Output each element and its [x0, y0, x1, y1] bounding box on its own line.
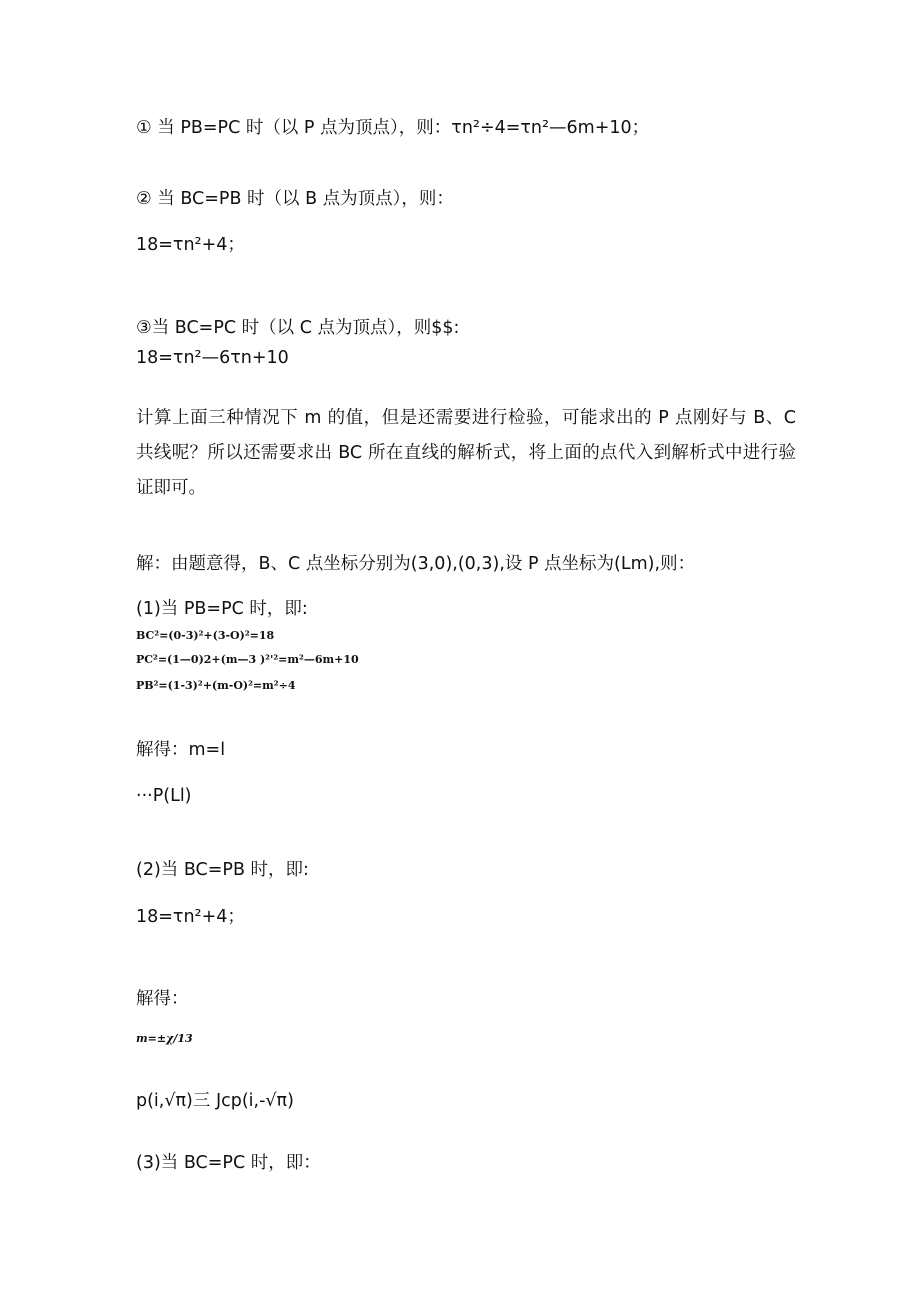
- step-3-heading: (3)当 BC=PC 时，即：: [136, 1153, 321, 1173]
- case-3-line: ③当 BC=PC 时（以 C 点为顶点），则$$:: [136, 318, 460, 338]
- step-1-equation-pb: PB²=(1-3)²+(m-O)²=m²÷4: [136, 679, 296, 692]
- step-1-heading: (1)当 PB=PC 时，即:: [136, 599, 308, 619]
- step-2-heading: (2)当 BC=PB 时，即:: [136, 860, 309, 880]
- step-2-result: p(i,√π)三 Jcp(i,-√π): [136, 1091, 294, 1111]
- case-2-line: ② 当 BC=PB 时（以 B 点为顶点），则：: [136, 189, 454, 209]
- case-3-equation: 18=τn²—6τn+10: [136, 348, 289, 368]
- step-1-equation-pc: PC²=(1—0)2+(m—3 )²'²=m²—6m+10: [136, 653, 359, 666]
- case-2-equation: 18=τn²+4；: [136, 235, 245, 255]
- step-2-m-value: m=±χ/13: [136, 1032, 193, 1045]
- step-1-equation-bc: BC²=(0-3)²+(3-O)²=18: [136, 629, 275, 642]
- case-1-line: ① 当 PB=PC 时（以 P 点为顶点），则：τn²÷4=τn²—6m+10；: [136, 118, 650, 138]
- step-2-solution-label: 解得：: [136, 989, 189, 1009]
- step-1-result: ···P(Ll): [136, 786, 192, 806]
- explanation-paragraph: 计算上面三种情况下 m 的值，但是还需要进行检验，可能求出的 P 点刚好与 B、C 共线呢？所以还需要求出 BC 所在直线的解析式，将上面的点代入到解析式中进行验证即可。: [136, 408, 796, 498]
- step-2-equation: 18=τn²+4；: [136, 907, 245, 927]
- step-1-solution: 解得：m=l: [136, 740, 226, 760]
- solution-intro: 解：由题意得，B、C 点坐标分别为(3,0),(0,3),设 P 点坐标为(Lm),则：: [136, 554, 696, 574]
